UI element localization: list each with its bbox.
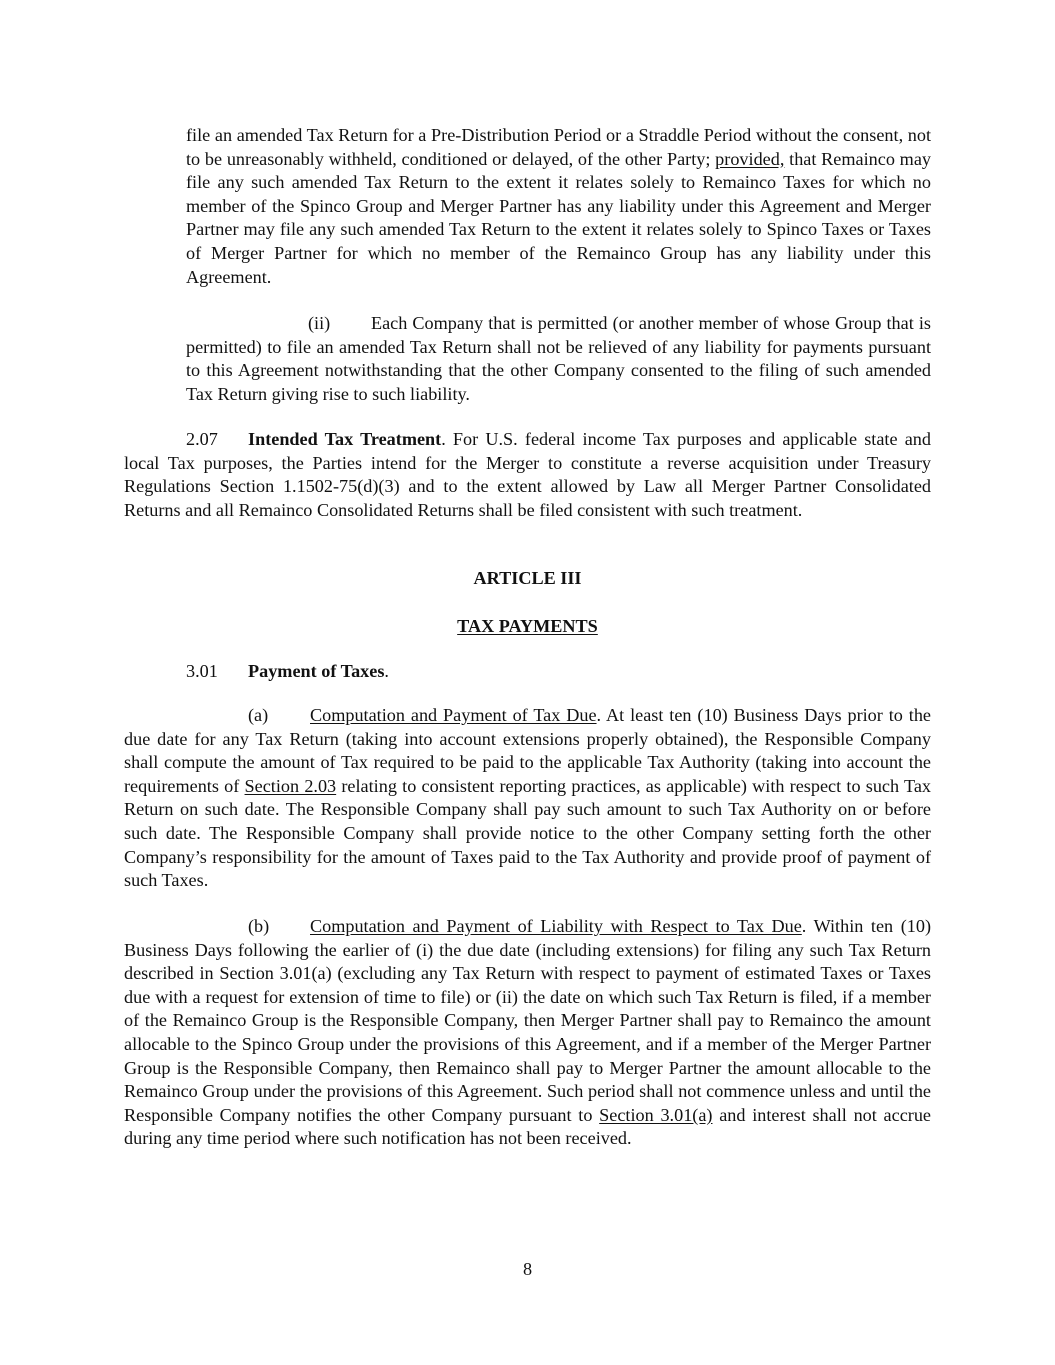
paragraph-a-heading: Computation and Payment of Tax Due (310, 705, 597, 725)
section-heading-intended-tax-treatment: Intended Tax Treatment (248, 429, 442, 449)
paragraph-ii (186, 312, 931, 406)
p1-text-b: that Remainco may file any such amended Tax Return to the extent it relates solely to Remainco Taxes for which no member of the Spinco Group and Merger Partner has any liability under this Agreement and Merger Partner may file any such amended Tax Return to the extent it relates solely to Spinco Taxes or Taxes of Merger Partner for which no member of the Remainco Group has any liability under this Agreement. (186, 148, 931, 287)
section-3-01 (124, 660, 931, 684)
clause-number-a: (a) (248, 705, 269, 725)
article-title: ARTICLE III (473, 568, 582, 588)
section-3-01-period: . (384, 661, 389, 681)
section-number-3-01: 3.01 (186, 661, 218, 681)
article-subtitle-text: TAX PAYMENTS (457, 616, 598, 636)
paragraph-a-text-b: relating to consistent reporting practices, as applicable) with respect to such Tax Return on such date. The Responsible Company shall pay such amount to such Tax Authority on or before such date. The Responsible Company shall provide notice to the other Company setting forth the other Company’s responsibility for the amount of Taxes paid to the Tax Authority and provide proof of payment of such Taxes. (124, 775, 931, 891)
section-2-07 (124, 428, 931, 522)
paragraph-b-text-b: and interest shall not accrue during any time period where such notification has not been received. (124, 1104, 931, 1149)
section-2-03-reference: Section 2.03 (244, 775, 337, 796)
paragraph-ii-text: Each Company that is permitted (or another member of whose Group that is permitted) to file an amended Tax Return shall not be relieved of any liability for payments pursuant to this Agreement notwithstanding that the other Company consented to the filing of such amended Tax Return giving rise to such liability. (186, 313, 931, 404)
section-heading-payment-of-taxes: Payment of Taxes (248, 661, 385, 681)
section-3-01a-reference: Section 3.01(a) (599, 1104, 713, 1125)
provided-term: provided, (715, 148, 785, 169)
paragraph-a-text-a: . At least ten (10) Business Days prior to the due date for any Tax Return (taking into account extensions properly obtained), the Responsible Company shall compute the amount of Tax required to be paid to the applicable Tax Authority (taking into account the requirements of (124, 705, 932, 796)
paragraph-b (124, 915, 931, 1151)
p1-text-a: file an amended Tax Return for a Pre-Distribution Period or a Straddle Period without the consent, not to be unreasonably withheld, conditioned or delayed, of the other Party; (186, 125, 931, 169)
article-subtitle (124, 615, 931, 639)
section-number-2-07: 2.07 (186, 429, 218, 449)
paragraph-amended-returns-continued (186, 124, 931, 289)
section-2-07-text: . For U.S. federal income Tax purposes and applicable state and local Tax purposes, the Parties intend for the Merger to constitute a reverse acquisition under Treasury Regulations Section 1.1502-75(d)(3) and to the extent allowed by Law all Merger Partner Consolidated Returns and all Remainco Consolidated Returns shall be filed consistent with such treatment. (124, 429, 931, 520)
paragraph-b-text-a: . Within ten (10) Business Days following the earlier of (i) the due date (including extensions) for filing any such Tax Return described in Section 3.01(a) (excluding any Tax Return with respect to payment of estimated Taxes or Taxes due with a request for extension of time to file) or (ii) the date on which such Tax Return is filed, if a member of the Remainco Group is the Responsible Company, then Merger Partner shall pay to Remainco the amount allocable to the Spinco Group under the provisions of this Agreement, and if a member of the Merger Partner Group is the Responsible Company, then Remainco shall pay to Merger Partner the amount allocable to the Remainco Group under the provisions of this Agreement. Such period shall not commence unless and until the Responsible Company notifies the other Company pursuant to (124, 916, 931, 1125)
clause-number-ii: (ii) (308, 313, 331, 333)
paragraph-b-heading: Computation and Payment of Liability with Respect to Tax Due (310, 916, 802, 936)
paragraph-a (124, 704, 931, 893)
page-number: 8 (522, 1259, 533, 1279)
clause-number-b: (b) (248, 916, 270, 936)
